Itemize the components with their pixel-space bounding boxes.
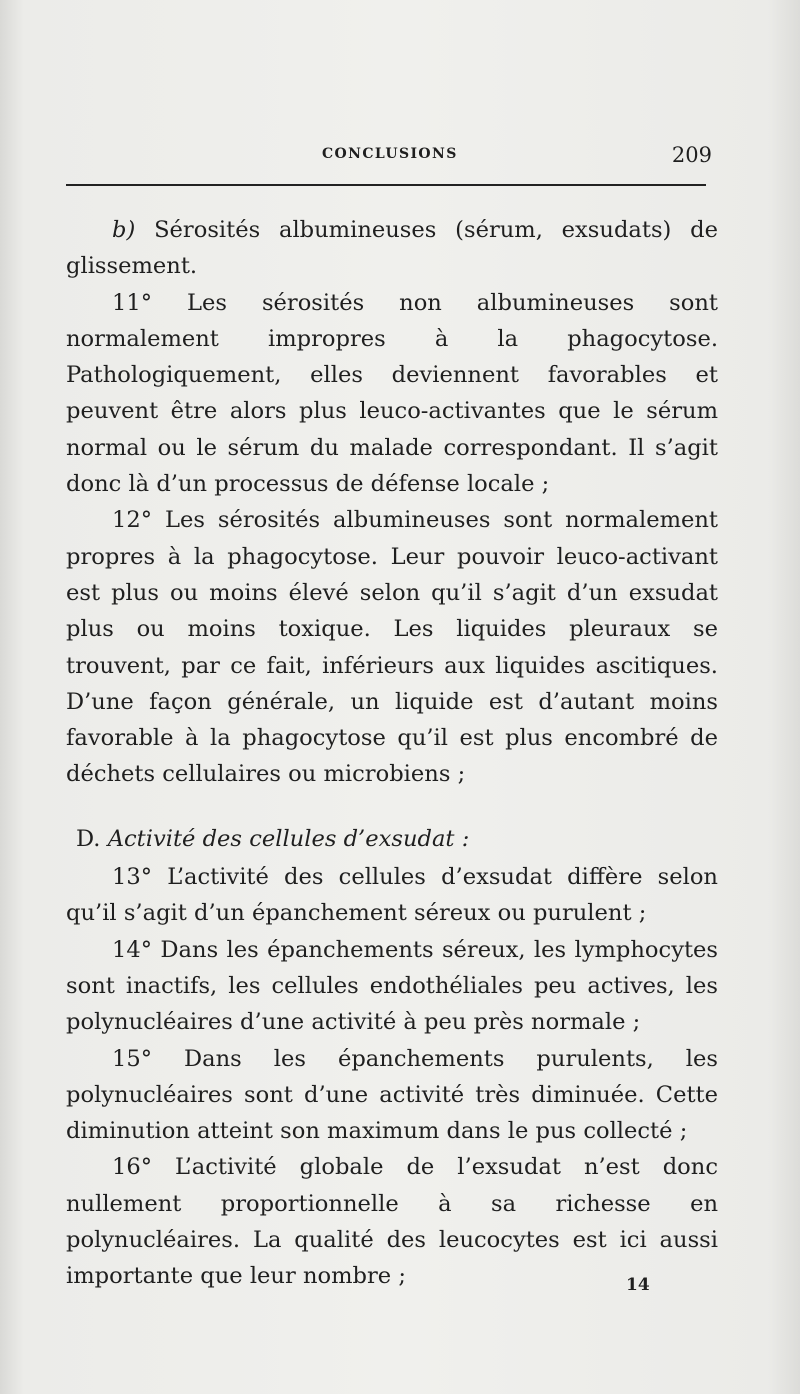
subsection-label-b: b) xyxy=(112,217,136,243)
section-d-title: Activité des cellules d’exsudat : xyxy=(107,825,470,852)
page-number: 209 xyxy=(671,143,712,167)
paragraph-13: 13° L’activité des cellules d’exsudat diffère selon qu’il s’agit d’un épanchement séreux ou purulent ; xyxy=(66,864,718,927)
body-text xyxy=(66,212,718,1295)
paragraph-b xyxy=(66,212,718,285)
signature-mark: 14 xyxy=(626,1275,650,1295)
paragraph-15: 15° Dans les épanchements purulents, les polynucléaires sont d’une activité très diminuée. Cette diminution atteint son maximum dans le pus collecté ; xyxy=(66,1045,718,1145)
paragraph-16: 16° L’activité globale de l’exsudat n’est donc nullement proportionnelle à sa richesse en polynucléaires. La qualité des leucocytes est ici aussi importante que leur nombre ; xyxy=(66,1154,718,1290)
paragraph-11: 11° Les sérosités non albumineuses sont normalement impropres à la phagocytose. Pathologiquement, elles deviennent favorables et peuvent être alors plus leuco-activantes que le sérum normal ou le sérum du malade correspondant. Il s’agit donc là d’un processus de défense locale ; xyxy=(66,289,718,498)
paragraph-14: 14° Dans les épanchements séreux, les lymphocytes sont inactifs, les cellules endothéliales peu actives, les polynucléaires d’une activité à peu près normale ; xyxy=(66,936,718,1036)
subsection-text-b: Sérosités albumineuses (sérum, exsudats) de glissement. xyxy=(66,217,718,280)
header-rule xyxy=(66,184,706,186)
running-head xyxy=(66,143,720,172)
running-head-title: CONCLUSIONS xyxy=(322,146,458,162)
paragraph-12: 12° Les sérosités albumineuses sont normalement propres à la phagocytose. Leur pouvoir leuco-activant est plus ou moins élevé selon qu’il s’agit d’un exsudat plus ou moins toxique. Les liquides pleuraux se trouvent, par ce fait, inférieurs aux liquides ascitiques. D’une façon générale, un liquide est d’autant moins favorable à la phagocytose qu’il est plus encombré de déchets cellulaires ou microbiens ; xyxy=(66,507,718,788)
section-d-heading xyxy=(66,821,718,857)
section-d-letter: D. xyxy=(76,825,108,852)
